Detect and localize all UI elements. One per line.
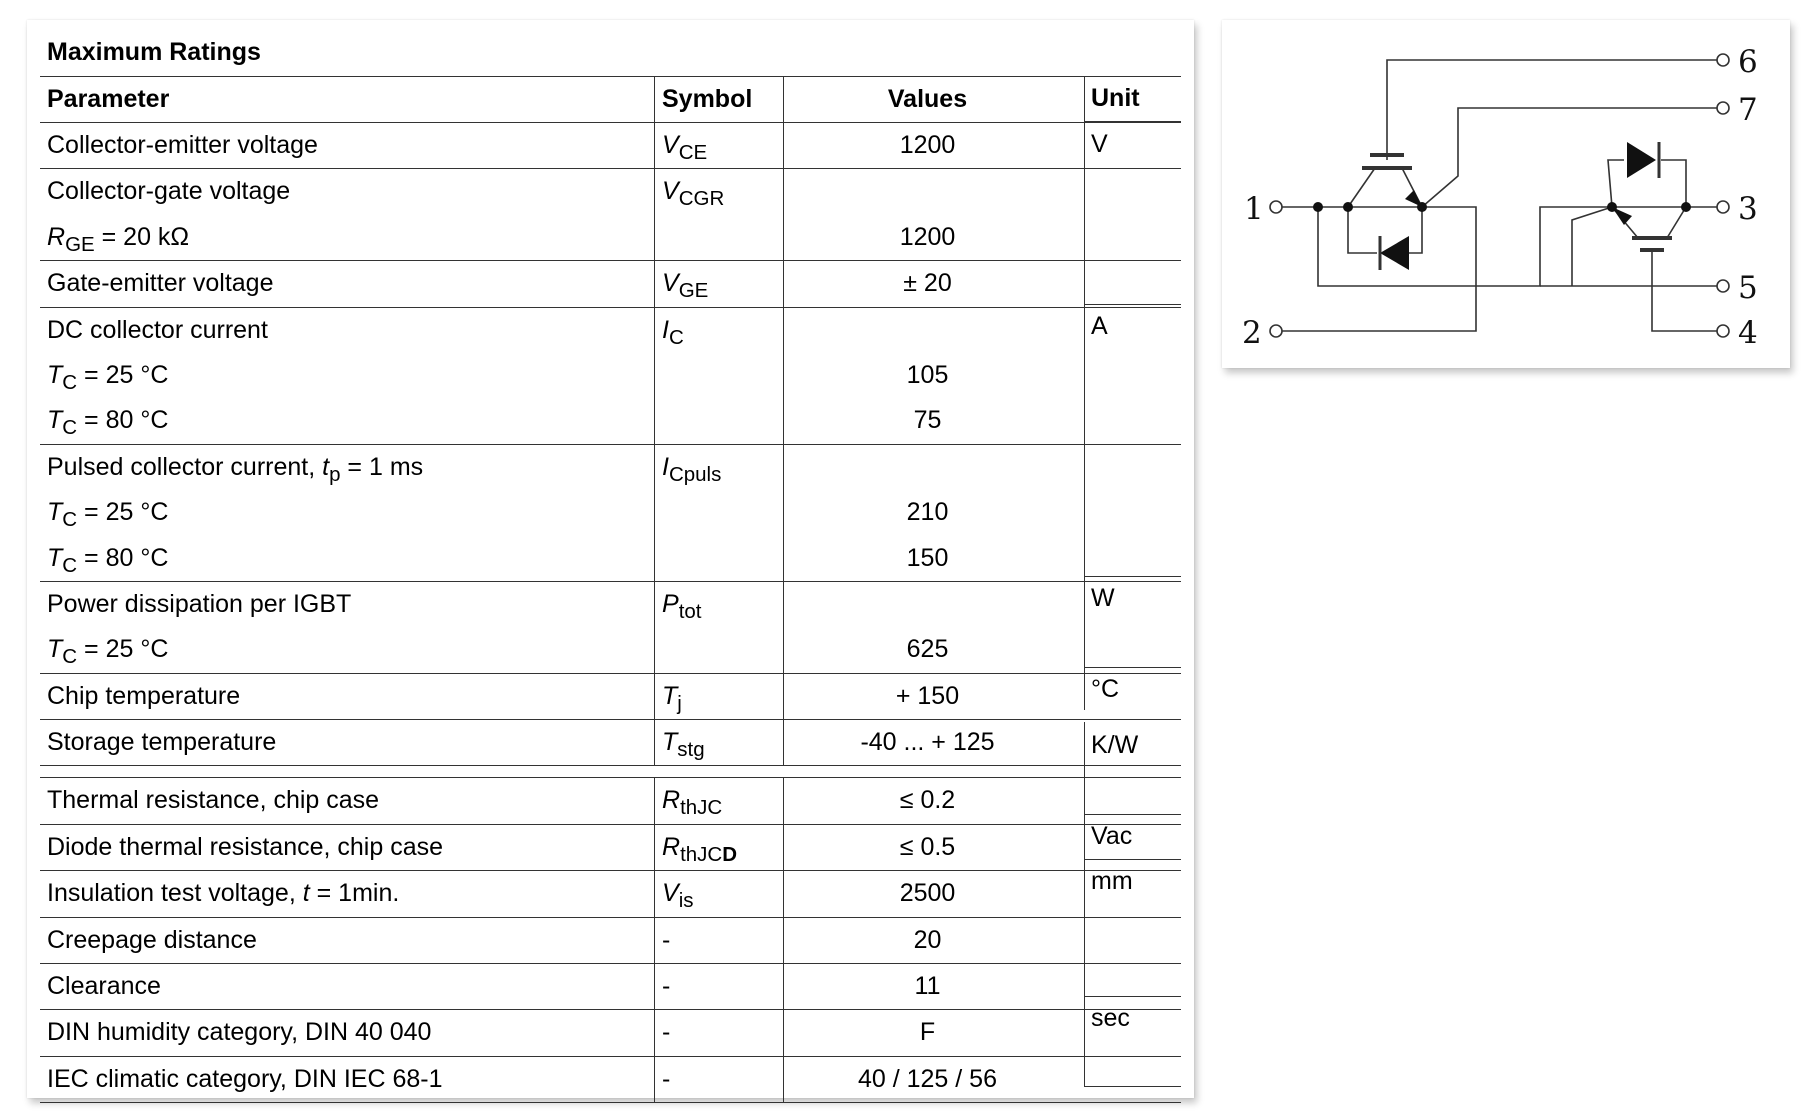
param-cell: Insulation test voltage, t = 1min. — [47, 879, 400, 908]
symbol-cell: $R_{thJC}$ — [662, 786, 723, 820]
value-cell: F — [919, 1018, 936, 1047]
value-cell: 20 — [913, 925, 942, 954]
param-cell: Storage temperature — [47, 728, 277, 757]
pin-label-3: 3 — [1738, 191, 1758, 227]
condition-cell: $T_C = 80$ °C — [47, 406, 169, 440]
condition-cell: $T_C = 25$ °C — [47, 635, 169, 669]
symbol-cell: $R_{thJCD}$ — [662, 832, 738, 866]
circuit-diagram-panel — [1222, 20, 1790, 368]
unit-cell: W — [1091, 584, 1115, 612]
value-cell: ≤ 0.2 — [899, 786, 956, 815]
header-unit: Unit — [1091, 84, 1140, 112]
symbol-cell: - — [662, 925, 671, 954]
unit-cell: V — [1091, 130, 1108, 158]
param-cell: Creepage distance — [47, 925, 257, 954]
symbol-cell: $P_{tot}$ — [662, 589, 702, 624]
table-row — [40, 169, 1181, 261]
unit-cell: A — [1091, 312, 1108, 340]
value-cell: 150 — [906, 543, 949, 572]
param-cell: Collector-emitter voltage — [47, 131, 318, 159]
unit-cell: sec — [1091, 1004, 1130, 1032]
diode-icon — [1627, 142, 1659, 178]
unit-cell: Vac — [1091, 822, 1133, 850]
table-row — [40, 582, 1181, 674]
param-cell: Diode thermal resistance, chip case — [47, 832, 444, 861]
unit-cell: mm — [1091, 867, 1133, 895]
header-values: Values — [887, 85, 968, 113]
table-row — [40, 964, 1181, 1010]
symbol-cell: $V_{GE}$ — [662, 269, 709, 303]
table-row — [40, 308, 1181, 445]
condition-cell: $T_C = 25$ °C — [47, 498, 169, 532]
pin-label-2: 2 — [1242, 315, 1262, 351]
table-row — [40, 918, 1181, 964]
pin-label-5: 5 — [1738, 270, 1758, 306]
pin-label-1: 1 — [1244, 191, 1264, 227]
value-cell: ± 20 — [903, 269, 952, 298]
table-title: Maximum Ratings — [40, 20, 1181, 77]
param-cell: Thermal resistance, chip case — [47, 786, 380, 815]
symbol-cell: $I_{Cpuls}$ — [662, 452, 722, 486]
condition-cell: $R_{GE} = 20$ kΩ — [47, 222, 190, 256]
value-cell: -40 ... + 125 — [860, 728, 995, 757]
value-cell: 75 — [913, 406, 942, 435]
header-parameter: Parameter — [47, 85, 170, 113]
table-row — [40, 1010, 1181, 1056]
maximum-ratings-table — [40, 20, 1181, 1103]
symbol-cell: - — [662, 972, 671, 1001]
wires — [1282, 60, 1717, 331]
condition-cell: $T_C = 25$ °C — [47, 360, 169, 395]
pin-terminals — [1270, 54, 1729, 337]
symbol-cell: - — [662, 1064, 671, 1093]
value-cell: 11 — [914, 972, 941, 1001]
symbol-cell: $V_{is}$ — [662, 879, 694, 913]
pin-label-7: 7 — [1738, 92, 1758, 128]
value-cell: + 150 — [895, 681, 960, 710]
unit-cell: K/W — [1091, 731, 1139, 759]
value-cell: 1200 — [899, 131, 956, 159]
symbol-cell: $T_{stg}$ — [662, 728, 705, 762]
value-cell: 2500 — [899, 879, 956, 908]
value-cell: 625 — [906, 635, 949, 664]
table-row — [40, 261, 1181, 307]
table-row — [40, 871, 1181, 917]
value-cell: 210 — [906, 498, 949, 527]
pin-labels — [1242, 44, 1758, 351]
unit-cell: °C — [1091, 675, 1120, 703]
param-cell: Gate-emitter voltage — [47, 269, 274, 298]
table-row — [40, 778, 1181, 824]
param-cell: Pulsed collector current, $t_p = 1$ ms — [47, 452, 424, 486]
unit-divider — [1084, 1086, 1181, 1087]
symbol-cell: $V_{CE}$ — [662, 131, 708, 165]
param-cell: Power dissipation per IGBT — [47, 589, 352, 618]
param-cell: DC collector current — [47, 315, 268, 344]
value-cell: 105 — [906, 360, 949, 389]
param-cell: Chip temperature — [47, 681, 241, 710]
pin-label-4: 4 — [1738, 315, 1758, 351]
symbol-cell: $V_{CGR}$ — [662, 177, 725, 211]
param-cell: Collector-gate voltage — [47, 177, 291, 206]
condition-cell: $T_C = 80$ °C — [47, 543, 169, 577]
symbol-cell: $T_j$ — [662, 681, 682, 715]
igbt-module-schematic — [1222, 20, 1790, 368]
value-cell: 1200 — [899, 222, 956, 251]
symbol-cell: $I_C$ — [662, 315, 684, 349]
table-row — [40, 720, 1181, 765]
param-cell: Clearance — [47, 972, 161, 1001]
value-cell: 40 / 125 / 56 — [857, 1064, 997, 1093]
header-symbol: Symbol — [662, 85, 753, 113]
value-cell: ≤ 0.5 — [899, 832, 956, 861]
table-row — [40, 1057, 1181, 1103]
maximum-ratings-panel — [27, 20, 1194, 1098]
diode-icon — [1380, 236, 1409, 270]
pin-label-6: 6 — [1738, 44, 1758, 80]
section-divider — [40, 765, 1181, 778]
symbol-cell: - — [662, 1018, 671, 1047]
param-cell: IEC climatic category, DIN IEC 68-1 — [47, 1064, 443, 1093]
table-row — [40, 445, 1181, 582]
table-row — [40, 825, 1181, 871]
param-cell: DIN humidity category, DIN 40 040 — [47, 1018, 432, 1047]
table-row — [40, 674, 1181, 720]
table-row — [40, 123, 1181, 169]
header-row — [40, 77, 1181, 123]
